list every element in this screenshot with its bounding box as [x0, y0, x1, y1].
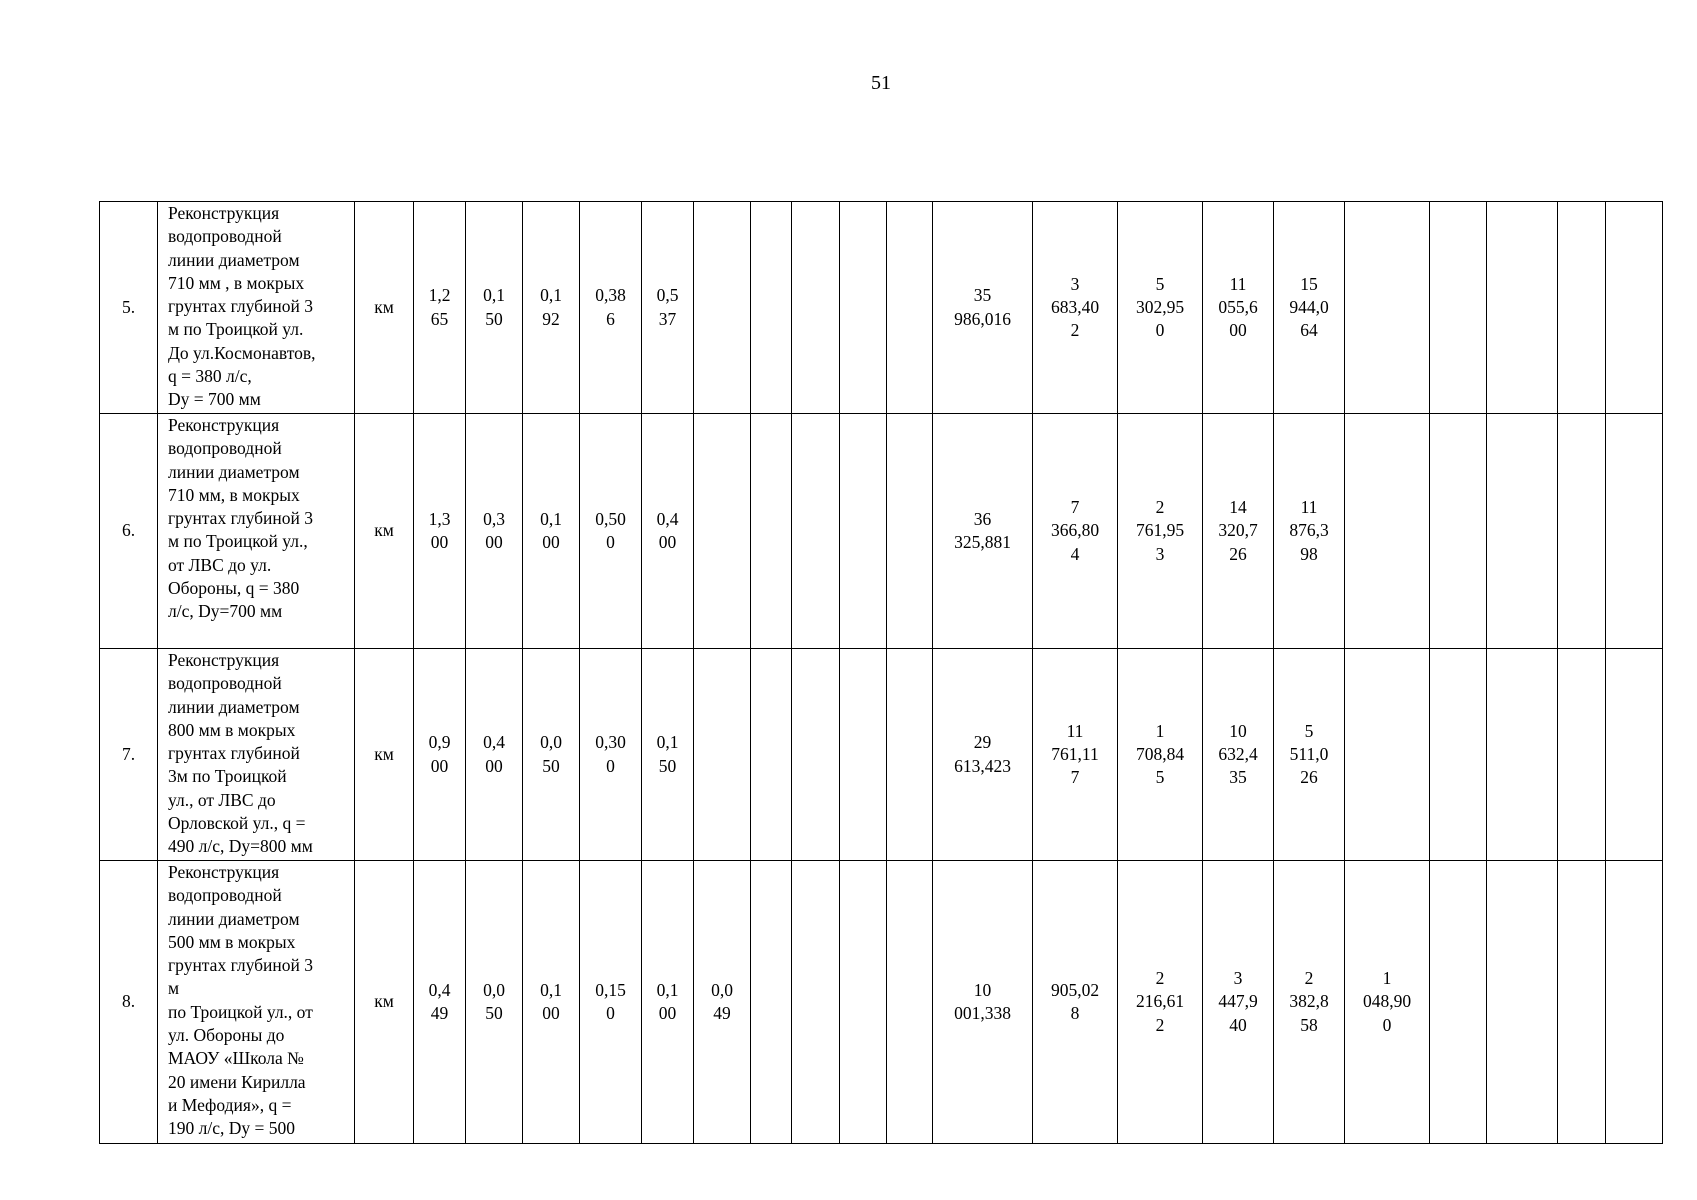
- quantity-cell: [840, 202, 887, 414]
- quantity-cell: 0,0 50: [466, 861, 523, 1144]
- empty-cell: [1430, 202, 1487, 414]
- empty-cell: [1606, 202, 1663, 414]
- quantity-cell: 0,15 0: [580, 861, 642, 1144]
- row-number: 7.: [100, 649, 158, 861]
- empty-cell: [1606, 414, 1663, 649]
- cost-cell: 11 876,3 98: [1274, 414, 1345, 649]
- quantity-cell: 0,4 49: [414, 861, 466, 1144]
- table-row: [100, 202, 1663, 414]
- cost-cell: 2 761,95 3: [1118, 414, 1203, 649]
- cost-cell: 2 216,61 2: [1118, 861, 1203, 1144]
- cost-cell: [1345, 649, 1430, 861]
- row-number: 5.: [100, 202, 158, 414]
- cost-cell: 15 944,0 64: [1274, 202, 1345, 414]
- quantity-cell: [840, 649, 887, 861]
- quantity-cell: 0,1 00: [523, 414, 580, 649]
- table-row: [100, 649, 1663, 861]
- quantity-cell: 0,0 50: [523, 649, 580, 861]
- empty-cell: [1606, 861, 1663, 1144]
- empty-cell: [1558, 861, 1606, 1144]
- quantity-cell: [887, 414, 933, 649]
- total-cost-cell: 36 325,881: [933, 414, 1033, 649]
- empty-cell: [1430, 649, 1487, 861]
- cost-cell: 14 320,7 26: [1203, 414, 1274, 649]
- quantity-cell: 0,0 49: [694, 861, 751, 1144]
- quantity-cell: 0,50 0: [580, 414, 642, 649]
- table-row: [100, 414, 1663, 649]
- quantity-cell: 1,2 65: [414, 202, 466, 414]
- quantity-cell: [887, 861, 933, 1144]
- cost-cell: 7 366,80 4: [1033, 414, 1118, 649]
- quantity-cell: 0,30 0: [580, 649, 642, 861]
- quantity-cell: 0,38 6: [580, 202, 642, 414]
- empty-cell: [1487, 649, 1558, 861]
- unit-cell: км: [355, 414, 414, 649]
- quantity-cell: 0,1 00: [523, 861, 580, 1144]
- quantity-cell: [751, 649, 792, 861]
- quantity-cell: [751, 861, 792, 1144]
- empty-cell: [1487, 861, 1558, 1144]
- row-number: 6.: [100, 414, 158, 649]
- page-number: 51: [871, 72, 891, 94]
- empty-cell: [1430, 861, 1487, 1144]
- unit-cell: км: [355, 649, 414, 861]
- row-number: 8.: [100, 861, 158, 1144]
- table-row: [100, 861, 1663, 1144]
- empty-cell: [1430, 414, 1487, 649]
- quantity-cell: 0,4 00: [466, 649, 523, 861]
- empty-cell: [1558, 202, 1606, 414]
- empty-cell: [1606, 649, 1663, 861]
- quantity-cell: 0,1 50: [642, 649, 694, 861]
- work-description: Реконструкция водопроводной линии диаметром 710 мм , в мокрых грунтах глубиной 3 м по Троицкой ул. До ул.Космонавтов, q = 380 л/с, Dy = 700 мм: [158, 202, 355, 414]
- quantity-cell: [751, 414, 792, 649]
- cost-cell: 11 761,11 7: [1033, 649, 1118, 861]
- cost-cell: 11 055,6 00: [1203, 202, 1274, 414]
- quantity-cell: 0,1 50: [466, 202, 523, 414]
- quantity-cell: 0,1 92: [523, 202, 580, 414]
- quantity-cell: 0,1 00: [642, 861, 694, 1144]
- empty-cell: [1487, 414, 1558, 649]
- cost-cell: 3 683,40 2: [1033, 202, 1118, 414]
- work-description: Реконструкция водопроводной линии диаметром 800 мм в мокрых грунтах глубиной 3м по Троицкой ул., от ЛВС до Орловской ул., q = 490 л/с, Dy=800 мм: [158, 649, 355, 861]
- work-description: Реконструкция водопроводной линии диаметром 710 мм, в мокрых грунтах глубиной 3 м по Троицкой ул., от ЛВС до ул. Обороны, q = 380 л/с, Dy=700 мм: [158, 414, 355, 649]
- quantity-cell: 0,4 00: [642, 414, 694, 649]
- total-cost-cell: 10 001,338: [933, 861, 1033, 1144]
- quantity-cell: 0,3 00: [466, 414, 523, 649]
- investment-table: [99, 201, 1663, 1144]
- total-cost-cell: 29 613,423: [933, 649, 1033, 861]
- quantity-cell: [694, 202, 751, 414]
- quantity-cell: [887, 202, 933, 414]
- empty-cell: [1558, 414, 1606, 649]
- quantity-cell: [694, 649, 751, 861]
- cost-cell: 2 382,8 58: [1274, 861, 1345, 1144]
- cost-cell: [1345, 414, 1430, 649]
- cost-cell: 10 632,4 35: [1203, 649, 1274, 861]
- quantity-cell: [840, 414, 887, 649]
- quantity-cell: [840, 861, 887, 1144]
- quantity-cell: [792, 414, 840, 649]
- total-cost-cell: 35 986,016: [933, 202, 1033, 414]
- quantity-cell: [792, 649, 840, 861]
- unit-cell: км: [355, 861, 414, 1144]
- quantity-cell: 0,9 00: [414, 649, 466, 861]
- work-description: Реконструкция водопроводной линии диаметром 500 мм в мокрых грунтах глубиной 3 м по Троицкой ул., от ул. Обороны до МАОУ «Школа № 20 имени Кирилла и Мефодия», q = 190 л/с, Dy = 500: [158, 861, 355, 1144]
- quantity-cell: 1,3 00: [414, 414, 466, 649]
- quantity-cell: [792, 202, 840, 414]
- quantity-cell: 0,5 37: [642, 202, 694, 414]
- unit-cell: км: [355, 202, 414, 414]
- cost-cell: 5 511,0 26: [1274, 649, 1345, 861]
- cost-cell: 1 048,90 0: [1345, 861, 1430, 1144]
- quantity-cell: [792, 861, 840, 1144]
- empty-cell: [1487, 202, 1558, 414]
- cost-cell: 905,02 8: [1033, 861, 1118, 1144]
- quantity-cell: [751, 202, 792, 414]
- quantity-cell: [694, 414, 751, 649]
- cost-cell: [1345, 202, 1430, 414]
- quantity-cell: [887, 649, 933, 861]
- cost-cell: 5 302,95 0: [1118, 202, 1203, 414]
- cost-cell: 3 447,9 40: [1203, 861, 1274, 1144]
- empty-cell: [1558, 649, 1606, 861]
- cost-cell: 1 708,84 5: [1118, 649, 1203, 861]
